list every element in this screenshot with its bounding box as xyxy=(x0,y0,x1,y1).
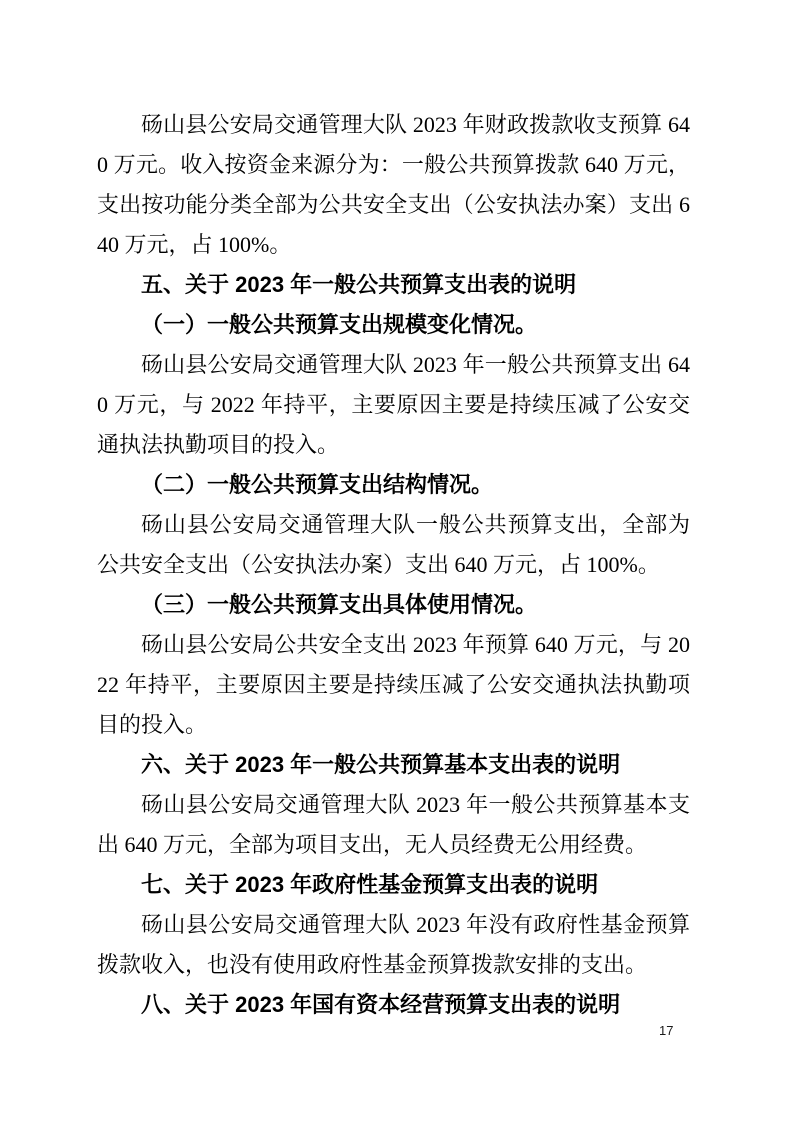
section-heading: （一）一般公共预算支出规模变化情况。 xyxy=(141,312,538,337)
page-number: 17 xyxy=(659,1023,674,1038)
section-heading: （二）一般公共预算支出结构情况。 xyxy=(141,472,494,497)
section-heading: （三）一般公共预算支出具体使用情况。 xyxy=(141,592,538,617)
section-heading: 五、关于 2023 年一般公共预算支出表的说明 xyxy=(141,272,577,297)
paragraph: 砀山县公安局公共安全支出 2023 年预算 640 万元，与 2022 年持平，主要原因主要是持续压减了公安交通执法执勤项目的投入。 xyxy=(97,632,690,737)
paragraph: 砀山县公安局交通管理大队一般公共预算支出，全部为公共安全支出（公安执法办案）支出 640 万元，占 100%。 xyxy=(97,512,690,577)
paragraph: 砀山县公安局交通管理大队 2023 年财政拨款收支预算 640 万元。收入按资金来源分为：一般公共预算拨款 640 万元，支出按功能分类全部为公共安全支出（公安执法办案）支出 640 万元，占 100%。 xyxy=(97,112,690,257)
paragraph: 砀山县公安局交通管理大队 2023 年没有政府性基金预算拨款收入，也没有使用政府性基金预算拨款安排的支出。 xyxy=(97,912,690,977)
section-heading: 六、关于 2023 年一般公共预算基本支出表的说明 xyxy=(141,752,621,777)
paragraph: 砀山县公安局交通管理大队 2023 年一般公共预算基本支出 640 万元，全部为项目支出，无人员经费无公用经费。 xyxy=(97,792,690,857)
paragraph: 砀山县公安局交通管理大队 2023 年一般公共预算支出 640 万元，与 2022 年持平，主要原因主要是持续压减了公安交通执法执勤项目的投入。 xyxy=(97,352,690,457)
document-content xyxy=(97,105,690,1025)
section-heading: 八、关于 2023 年国有资本经营预算支出表的说明 xyxy=(141,992,621,1017)
section-heading: 七、关于 2023 年政府性基金预算支出表的说明 xyxy=(141,872,599,897)
